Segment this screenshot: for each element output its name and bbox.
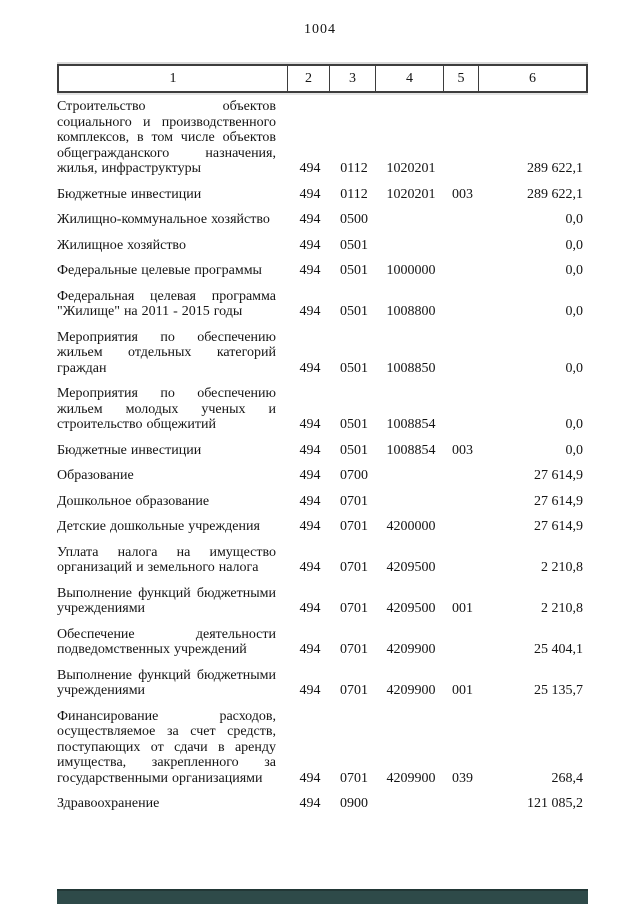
table-body: [57, 99, 588, 812]
row-code-section: 0501: [340, 417, 368, 432]
row-code-target: 1008800: [386, 304, 436, 319]
row-name: Уплата налога на имущество организаций и земельного налога: [57, 544, 276, 575]
table-row: [57, 238, 588, 254]
row-code-chapter: 494: [299, 770, 321, 786]
row-amount: 0,0: [565, 304, 583, 319]
row-code-type: 001: [452, 683, 473, 698]
table-row: [57, 443, 588, 459]
table-row: [57, 468, 588, 484]
row-code-target: 1000000: [386, 263, 436, 278]
row-code-chapter: 494: [299, 186, 321, 202]
table-row: [57, 386, 588, 433]
column-header-5: 5: [443, 66, 478, 91]
table-header-row: [57, 64, 588, 93]
row-code-chapter: 494: [299, 468, 321, 483]
row-code-chapter: 494: [299, 601, 321, 616]
row-code-target: 4209900: [386, 770, 436, 786]
row-code-section: 0500: [340, 212, 368, 227]
table-row: [57, 586, 588, 617]
row-name: Здравоохранение: [57, 796, 160, 811]
row-code-section: 0112: [340, 186, 368, 202]
row-code-section: 0501: [340, 442, 368, 458]
table-row: [57, 187, 588, 203]
row-code-chapter: 494: [299, 493, 321, 509]
table-row: [57, 330, 588, 377]
row-code-section: 0701: [340, 493, 368, 509]
column-header-3: 3: [329, 66, 375, 91]
row-code-chapter: 494: [299, 796, 321, 811]
row-code-section: 0501: [340, 360, 368, 376]
table-row: [57, 709, 588, 787]
row-code-target: 4209500: [386, 601, 436, 616]
row-code-target: 1020201: [386, 161, 436, 176]
row-code-type: 001: [452, 601, 473, 616]
row-name: Выполнение функций бюджетными учреждениями: [57, 667, 276, 698]
row-code-section: 0701: [340, 601, 368, 616]
column-header-1: 1: [169, 71, 177, 86]
page-number: 1004: [304, 22, 336, 37]
next-table-partial-header: [57, 889, 588, 904]
row-amount: 0,0: [565, 417, 583, 432]
row-code-chapter: 494: [299, 161, 321, 176]
table-row: [57, 627, 588, 658]
column-header-4: 4: [375, 66, 443, 91]
budget-table: [57, 64, 588, 822]
row-code-target: 1020201: [386, 186, 436, 202]
row-amount: 27 614,9: [534, 468, 583, 483]
row-amount: 121 085,2: [527, 796, 583, 811]
table-row: [57, 519, 588, 535]
row-amount: 27 614,9: [534, 493, 583, 509]
row-code-chapter: 494: [299, 442, 321, 458]
table-row: [57, 796, 588, 812]
row-amount: 2 210,8: [541, 560, 583, 575]
row-amount: 0,0: [565, 212, 583, 227]
table-row: [57, 494, 588, 510]
row-code-chapter: 494: [299, 263, 321, 278]
row-code-chapter: 494: [299, 642, 321, 657]
row-code-type: 003: [452, 442, 473, 458]
row-code-target: 4209900: [386, 642, 436, 657]
row-amount: 27 614,9: [534, 519, 583, 534]
row-code-section: 0701: [340, 560, 368, 575]
row-code-section: 0900: [340, 796, 368, 811]
row-code-chapter: 494: [299, 519, 321, 534]
row-code-target: 4209900: [386, 683, 436, 698]
row-name: Обеспечение деятельности подведомственных учреждений: [57, 626, 276, 657]
row-name: Образование: [57, 468, 134, 483]
row-amount: 25 404,1: [534, 642, 583, 657]
row-code-type: 039: [452, 770, 473, 786]
row-code-target: 1008850: [386, 360, 436, 376]
row-name: Выполнение функций бюджетными учреждениями: [57, 585, 276, 616]
row-name: Бюджетные инвестиции: [57, 442, 202, 458]
row-name: Федеральные целевые программы: [57, 263, 262, 278]
column-header-6: 6: [478, 66, 586, 91]
row-code-section: 0701: [340, 683, 368, 698]
row-code-section: 0701: [340, 642, 368, 657]
row-amount: 0,0: [565, 442, 583, 458]
row-code-chapter: 494: [299, 360, 321, 376]
row-code-target: 4200000: [386, 519, 436, 534]
row-code-section: 0501: [340, 263, 368, 278]
row-name: Жилищное хозяйство: [57, 237, 186, 253]
row-amount: 0,0: [565, 263, 583, 278]
table-row: [57, 668, 588, 699]
row-name: Федеральная целевая программа "Жилище" на 2011 - 2015 годы: [57, 288, 276, 319]
table-row: [57, 289, 588, 320]
row-code-section: 0501: [340, 304, 368, 319]
row-code-target: 1008854: [386, 417, 436, 432]
row-name: Мероприятия по обеспечению жильем молодых ученых и строительство общежитий: [57, 386, 276, 432]
table-row: [57, 212, 588, 228]
row-amount: 289 622,1: [527, 186, 583, 202]
row-name: Жилищно-коммунальное хозяйство: [57, 212, 270, 227]
row-code-chapter: 494: [299, 560, 321, 575]
row-name: Дошкольное образование: [57, 493, 210, 509]
row-code-section: 0701: [340, 770, 368, 786]
row-amount: 2 210,8: [541, 601, 583, 616]
row-name: Мероприятия по обеспечению жильем отдельных категорий граждан: [57, 329, 276, 376]
row-code-chapter: 494: [299, 304, 321, 319]
row-name: Детские дошкольные учреждения: [57, 519, 260, 534]
row-amount: 25 135,7: [534, 683, 583, 698]
row-amount: 0,0: [565, 237, 583, 253]
row-amount: 289 622,1: [527, 161, 583, 176]
row-code-chapter: 494: [299, 417, 321, 432]
row-name: Строительство объектов социального и производственного комплексов, в том числе объектов общегражданского назначения, жилья, инфраструктуры: [57, 99, 276, 176]
row-name: Бюджетные инвестиции: [57, 186, 202, 202]
row-code-chapter: 494: [299, 683, 321, 698]
table-row: [57, 545, 588, 576]
table-row: [57, 263, 588, 279]
row-amount: 0,0: [565, 360, 583, 376]
row-code-target: 4209500: [386, 560, 436, 575]
row-code-section: 0701: [340, 519, 368, 534]
table-row: [57, 99, 588, 177]
row-code-section: 0700: [340, 468, 368, 483]
row-code-target: 1008854: [386, 442, 436, 458]
row-code-type: 003: [452, 186, 473, 202]
row-code-chapter: 494: [299, 212, 321, 227]
column-header-2: 2: [287, 66, 329, 91]
row-code-section: 0112: [340, 161, 368, 176]
row-amount: 268,4: [551, 770, 583, 786]
row-code-section: 0501: [340, 237, 368, 253]
row-name: Финансирование расходов, осуществляемое за счет средств, поступающих от сдачи в аренду имущества, закрепленного за государственными организациями: [57, 708, 276, 786]
row-code-chapter: 494: [299, 237, 321, 253]
